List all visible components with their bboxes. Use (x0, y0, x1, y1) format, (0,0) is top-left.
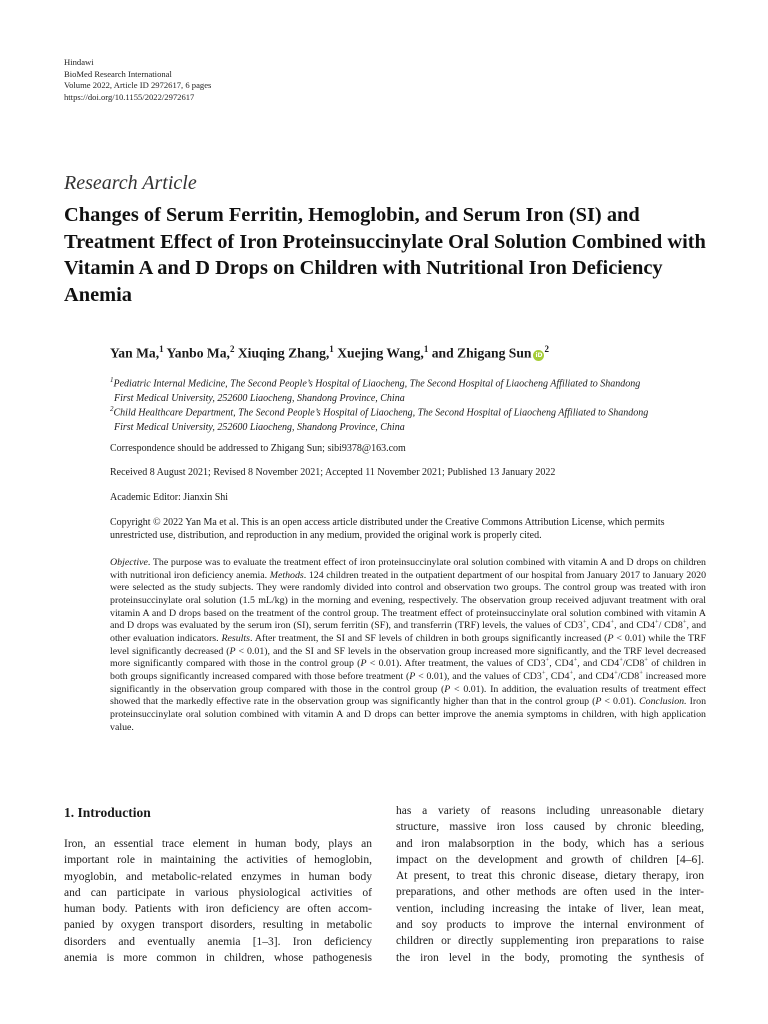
abstract-text: < 0.01). In addition, the evaluation results of treatment effect showed that the markedly effective rate in the observation group was significantly higher than that in the control group ( (110, 683, 706, 708)
author-affiliation-marker: 1 (329, 344, 334, 354)
abstract: Objective. The purpose was to evaluate the treatment effect of iron proteinsuccinylate oral solution combined with vitamin A and D drops on children with nutritional iron deficiency anemia. Methods. 124 children treated in the outpatient department of our hospital from January 2017 to January 2020 were selected as the study subjects. They were randomly divided into control and observation two groups. The control group was treated with iron proteinsuccinylate oral solution (1.5 mL/kg) in the morning and evening, respectively. The observation group received adjuvant treatment with oral vitamin A and D drops based on the treatment of the control group. The treatment effect of proteinsuccinylate oral solution combined with vitamin A and D drops was evaluated by the serum iron (SI), serum ferritin (SF), and transferrin (TRF) levels, the values of CD3+, CD4+, and CD4+/ CD8+, and other evaluation indicators. Results. After treatment, the SI and SF levels of children in both groups significantly increased (P < 0.01) while the TRF level significantly decreased (P < 0.01), and the SI and SF levels in the observation group increased more significantly, and the TRF level decreased more significantly compared with those in the control group (P < 0.01). After treatment, the values of CD3+, CD4+, and CD4+/CD8+ of children in both groups significantly increased compared with those before treatment (P < 0.01), and the values of CD3+, CD4+, and CD4+/CD8+ increased more significantly in the observation group compared with those in the control group (P < 0.01). In addition, the evaluation results of treatment effect showed that the markedly effective rate in the observation group was significantly higher than that in the control group (P < 0.01). Conclusion. Iron proteinsuccinylate oral solution combined with vitamin A and D drops can better improve the anemia symptoms in children, with high application value. (110, 557, 707, 733)
author-list (110, 344, 549, 362)
body-line: Iron, an essential trace element in human body, plays an (64, 838, 372, 850)
journal-header (64, 57, 211, 103)
body-line: vention, including increasing the intake of liver, lean meat, (396, 902, 704, 915)
volume-info: Volume 2022, Article ID 2972617, 6 pages (64, 80, 212, 90)
abstract-text: , and CD4 (573, 670, 615, 682)
orcid-icon[interactable]: iD (535, 351, 543, 359)
publisher-name: Hindawi (64, 57, 94, 67)
body-column-left (64, 836, 372, 966)
body-line: disorders and eventually anemia [1–3]. Iron deficiency (64, 935, 372, 948)
abstract-text: , and CD4 (614, 620, 655, 632)
article-type: Research Article (64, 172, 197, 194)
abstract-text: /CD8 (617, 670, 640, 682)
abstract-text: < 0.01). After treatment, the values of CD3 (366, 658, 546, 670)
body-line: and soy products to improve the internal environment of (396, 919, 704, 932)
body-line: children or directly supplementing iron preparations to raise (396, 935, 704, 948)
superscript: + (614, 669, 618, 677)
body-line: and can participate in various physiological activities of (64, 886, 372, 899)
superscript: + (541, 669, 546, 677)
body-line: structure, massive iron loss caused by chronic bleeding, (396, 821, 704, 834)
affiliation-text: Child Healthcare Department, The Second People’s Hospital of Liaocheng, The Second Hospital of Liaocheng Affiliated to Shandong (113, 407, 649, 419)
superscript: + (655, 618, 659, 626)
body-line: human body. Patients with iron deficiency are often accom- (64, 903, 372, 916)
superscript: + (682, 618, 687, 626)
abstract-text: /CD8 (622, 658, 645, 670)
body-line: important role in maintaining the activities of hemoglobin, (64, 854, 372, 867)
abstract-label-objective: Objective (110, 557, 148, 568)
body-line: At present, to treat this chronic disease, dietary therapy, iron (396, 870, 704, 883)
abstract-text: After treatment, the SI and SF levels of children in both groups significantly increased ( (254, 632, 608, 644)
abstract-text: , CD4 (586, 620, 611, 632)
abstract-text: < 0.01). (601, 696, 637, 708)
affiliation-text: Pediatric Internal Medicine, The Second People’s Hospital of Liaocheng, The Second Hospital of Liaocheng Affiliated to Shandong (113, 378, 641, 390)
author-affiliation-marker: 1 (423, 344, 429, 354)
abstract-text: , CD4 (549, 658, 574, 670)
affiliation-number: 2 (110, 405, 114, 413)
p-value-symbol: P (229, 645, 236, 657)
abstract-label-methods: Methods (269, 569, 304, 581)
superscript: + (545, 656, 550, 664)
author-affiliation-marker: 2 (544, 344, 549, 354)
article-title: Changes of Serum Ferritin, Hemoglobin, and Serum Iron (SI) and Treatment Effect of Iron Proteinsuccinylate Oral Solution Combined with Vitamin A and D Drops on Children with Nutritional Iron Deficiency Anemia (64, 204, 706, 306)
p-value-symbol: P (409, 670, 416, 682)
abstract-text: < 0.01), and the SI and SF levels in the observation group increased more significantly, and the TRF level decreased more significantly compared with those in the control group ( (110, 645, 706, 670)
abstract-text: of children in both groups significantly increased compared with those before treatment ( (110, 658, 707, 682)
abstract-text: < 0.01) while the TRF level significantly decreased ( (110, 632, 706, 657)
body-line: panied by oxygen transport disorders, resulting in metabolic (64, 919, 372, 932)
p-value-symbol: P (444, 683, 451, 695)
body-line: preparations, and other methods are often used in the inter- (396, 886, 704, 899)
affiliation-number: 1 (110, 376, 114, 384)
superscript: + (644, 656, 648, 664)
journal-name: BioMed Research International (64, 68, 172, 79)
affiliation-text: First Medical University, 252600 Liaocheng, Shandong Province, China (114, 392, 405, 404)
author-name: Yanbo Ma, (166, 345, 230, 361)
abstract-text: increased more significantly in the observation group compared with those in the control group ( (110, 670, 707, 695)
affiliation (110, 402, 710, 435)
body-line: has a variety of reasons including unreasonable dietary (396, 805, 704, 817)
p-value-symbol: P (607, 632, 614, 644)
author-name: and Zhigang Sun (431, 345, 532, 361)
abstract-text: < 0.01), and the values of CD3 (415, 670, 542, 682)
academic-editor: Academic Editor: Jianxin Shi (110, 492, 229, 503)
superscript: + (582, 618, 587, 626)
body-line: anemia is more common in children, whose pathogenesis (64, 952, 372, 965)
body-line: the iron level in the body, promoting the synthesis of (396, 951, 704, 964)
author-name: Xuejing Wang, (337, 345, 424, 361)
correspondence: Correspondence should be addressed to Zhigang Sun; sibi9378@163.com (110, 443, 406, 454)
body-line: and iron malabsorption in the body, which has a serious (396, 837, 704, 850)
abstract-text: , CD4 (545, 670, 570, 682)
p-value-symbol: P (360, 658, 367, 670)
abstract-label-results: Results (221, 632, 251, 644)
body-line: myoglobin, and metabolic-related enzymes in human body (64, 870, 372, 883)
doi-link[interactable]: https://doi.org/10.1155/2022/2972617 (64, 91, 195, 102)
superscript: + (610, 618, 615, 626)
affiliation-text: First Medical University, 252600 Liaocheng, Shandong Province, China (114, 421, 405, 433)
abstract-text: , and CD4 (577, 658, 620, 670)
superscript: + (573, 656, 578, 664)
abstract-text: , and other evaluation indicators. (110, 620, 707, 644)
p-value-symbol: P (595, 696, 602, 708)
superscript: + (619, 656, 623, 664)
superscript: + (569, 669, 574, 677)
abstract-objective: The purpose was to evaluate the treatment effect of iron proteinsuccinylate oral solution combined with vitamin A and D drops on children with nutritional iron deficiency anemia. (110, 557, 706, 581)
author-affiliation-marker: 1 (159, 344, 164, 354)
publication-dates: Received 8 August 2021; Revised 8 November 2021; Accepted 11 November 2021; Published 13 January 2022 (110, 467, 556, 478)
abstract-text: / CD8 (658, 620, 683, 632)
body-column-right (396, 803, 704, 966)
abstract-conclusion: Iron proteinsuccinylate oral solution combined with vitamin A and D drops can better improve the anemia symptoms in children, with high application value. (110, 696, 707, 733)
author-name: Xiuqing Zhang, (237, 345, 330, 361)
superscript: + (639, 669, 643, 677)
section-heading: 1. Introduction (64, 805, 151, 820)
abstract-label-conclusion: Conclusion. (639, 696, 687, 708)
body-line: impact on the development and growth of children [4–6]. (396, 853, 704, 866)
author-name: Yan Ma, (110, 345, 160, 361)
author-affiliation-marker: 2 (229, 344, 235, 354)
copyright-notice: Copyright © 2022 Yan Ma et al. This is an open access article distributed under the Creative Commons Attribution License, which permits unrestricted use, distribution, and reproduction in any medium, provided the original work is properly cited. (110, 517, 665, 541)
abstract-text: 124 children treated in the outpatient department of our hospital from January 2017 to January 2020 were selected as the study subjects. They were randomly divided into control and observation two groups. The control group was treated with iron proteinsuccinylate oral solution (1.5 mL/kg) in the morning and evening, respectively. The observation group received adjuvant treatment with oral vitamin A and D drops based on the treatment of the control group. The treatment effect of proteinsuccinylate oral solution combined with vitamin A and D drops was evaluated by the serum iron (SI), serum ferritin (SF), and transferrin (TRF) levels, the values of CD3 (110, 569, 707, 632)
